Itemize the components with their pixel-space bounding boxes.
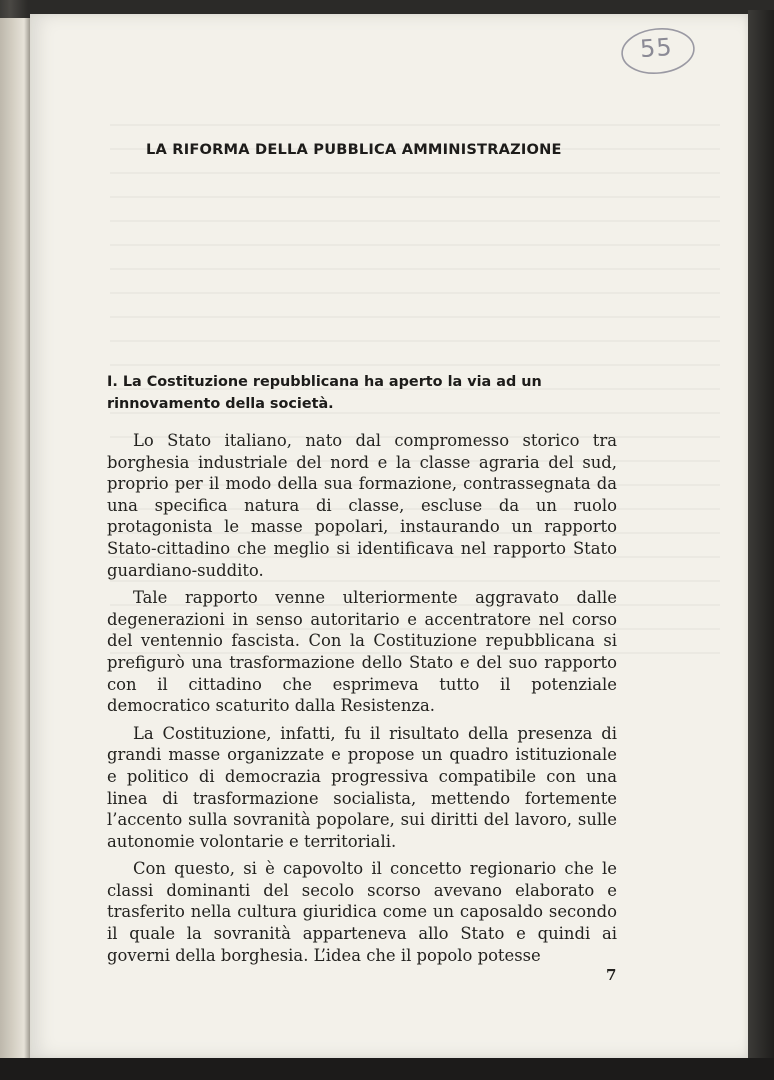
- page-number: 7: [606, 966, 617, 984]
- body-text: [107, 430, 617, 972]
- right-page-shadow: [748, 10, 774, 1080]
- handwritten-page-number: [614, 20, 702, 82]
- section-heading: I. La Costituzione repubblicana ha aperto la via ad un rinnovamento della società.: [107, 374, 542, 412]
- handwritten-number-text: 55: [639, 32, 674, 64]
- page-title: LA RIFORMA DELLA PUBBLICA AMMINISTRAZIONE: [146, 141, 562, 158]
- left-page-edge: [0, 18, 30, 1063]
- paragraph: Con questo, si è capovolto il concetto regionario che le classi dominanti del secolo scorso avevano elaborato e trasferito nella cultura giuridica come un caposaldo secondo il quale la sovranità apparteneva allo Stato e quindi ai governi della borghesia. L’idea che il popolo potesse: [107, 859, 617, 965]
- bottom-scan-edge: [0, 1058, 774, 1080]
- paragraph: La Costituzione, infatti, fu il risultato della presenza di grandi masse organizzate e propose un quadro istituzionale e politico di democrazia progressiva compatibile con una linea di trasformazione socialista, mettendo fortemente l’accento sulla sovranità popolare, sui diritti del lavoro, sulle autonomie volontarie e territoriali.: [107, 723, 617, 851]
- paragraph: Tale rapporto venne ulteriormente aggravato dalle degenerazioni in senso autoritario e accentratore nel corso del ventennio fascista. Con la Costituzione repubblicana si prefigurò una trasformazione dello Stato e del suo rapporto con il cittadino che esprimeva tutto il potenziale democratico scaturito dalla Resistenza.: [107, 588, 617, 716]
- paragraph: Lo Stato italiano, nato dal compromesso storico tra borghesia industriale del nord e la classe agraria del sud, proprio per il modo della sua formazione, contrassegnata da una specifica natura di classe, escluse da un ruolo protagonista le masse popolari, instaurando un rapporto Stato-cittadino che meglio si identificava nel rapporto Stato guardiano-suddito.: [107, 431, 617, 580]
